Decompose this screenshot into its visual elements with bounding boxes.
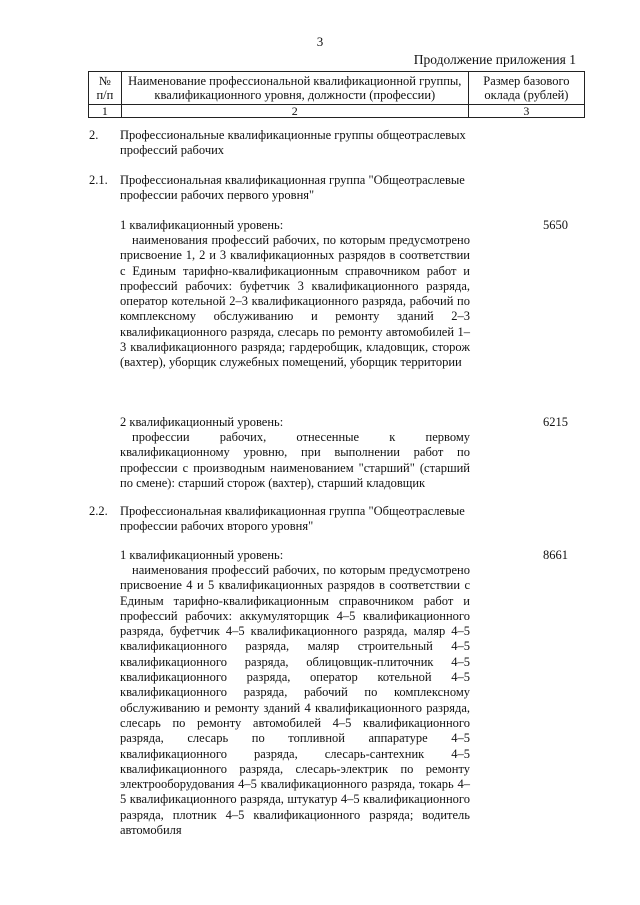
section-title: Профессиональная квалификационная группа "Общеотраслевые профессии рабочих первого уровня" <box>120 173 465 202</box>
column-number-2: 2 <box>121 105 468 118</box>
column-header-salary <box>468 72 584 105</box>
base-salary: 5650 <box>543 218 568 232</box>
base-salary: 6215 <box>543 415 568 429</box>
level-title: 1 квалификационный уровень: <box>120 218 284 232</box>
level-description: наименования профессий рабочих, по которым предусмотрено присвоение 1, 2 и 3 квалификационных разрядов в соответствии с Единым тарифно-квалификационным справочником работ и профессий рабочих: буфетчик 3 квалификационного разряда, оператор котельной 2–3 квалификационного разряда, рабочий по комплексному обслуживанию и ремонту зданий 2–3 квалификационного разряда, слесарь по ремонту автомобилей 1–3 квалификационного разряда; гардеробщик, кладовщик, сторож (вахтер), уборщик служебных помещений, уборщик территории <box>120 233 470 370</box>
column-number-3: 3 <box>468 105 584 118</box>
column-header-number-line2: п/п <box>96 88 114 102</box>
appendix-continuation-note: Продолжение приложения 1 <box>413 52 576 67</box>
qualification-level <box>120 548 470 838</box>
level-title: 1 квалификационный уровень: <box>120 548 284 562</box>
column-header-name-line2: квалификационного уровня, должности (профессии) <box>154 88 436 102</box>
column-header-name <box>121 72 468 105</box>
page-number: 3 <box>316 34 324 49</box>
table-header <box>88 71 585 118</box>
column-header-salary-line2: оклада (рублей) <box>484 88 569 102</box>
section-number: 2.2. <box>89 504 108 518</box>
table-column-numbers-row <box>89 105 585 118</box>
section-number: 2.1. <box>89 173 108 187</box>
qualification-level <box>120 415 470 491</box>
section-title: Профессиональные квалификационные группы общеотраслевых профессий рабочих <box>120 128 466 157</box>
column-header-salary-line1: Размер базового <box>483 74 570 88</box>
level-title: 2 квалификационный уровень: <box>120 415 284 429</box>
base-salary: 8661 <box>543 548 568 562</box>
column-number-1: 1 <box>89 105 122 118</box>
qualification-level <box>120 218 470 371</box>
section-title: Профессиональная квалификационная группа "Общеотраслевые профессии рабочих второго уровня" <box>120 504 465 533</box>
column-header-number <box>89 72 122 105</box>
level-description: наименования профессий рабочих, по которым предусмотрено присвоение 4 и 5 квалификационных разрядов в соответствии с Единым тарифно-квалификационным справочником работ и профессий рабочих: аккумуляторщик 4–5 квалификационного разряда, буфетчик 4–5 квалификационного разряда, маляр 4–5 квалификационного разряда, маляр строительный 4–5 квалификационного разряда, облицовщик-плиточник 4–5 квалификационного разряда, оператор котельной 4–5 квалификационного разряда, рабочий по комплексному обслуживанию и ремонту зданий 4 квалификационного разряда, слесарь по ремонту автомобилей 4–5 квалификационного разряда, слесарь по топливной аппаратуре 4–5 квалификационного разряда, слесарь-сантехник 4–5 квалификационного разряда, слесарь-электрик по ремонту электрооборудования 4–5 квалификационного разряда, токарь 4–5 квалификационного разряда, штукатур 4–5 квалификационного разряда, плотник 4–5 квалификационного разряда; водитель автомобиля <box>120 563 470 838</box>
column-header-number-line1: № <box>98 74 111 88</box>
level-description: профессии рабочих, отнесенные к первому квалификационному уровню, при выполнении работ по профессии с производным наименованием "старший" (старший по смене): старший сторож (вахтер), старший кладовщик <box>120 430 470 490</box>
column-header-name-line1: Наименование профессиональной квалификационной группы, <box>128 74 462 88</box>
section-number: 2. <box>89 128 99 142</box>
table-header-row <box>89 72 585 105</box>
